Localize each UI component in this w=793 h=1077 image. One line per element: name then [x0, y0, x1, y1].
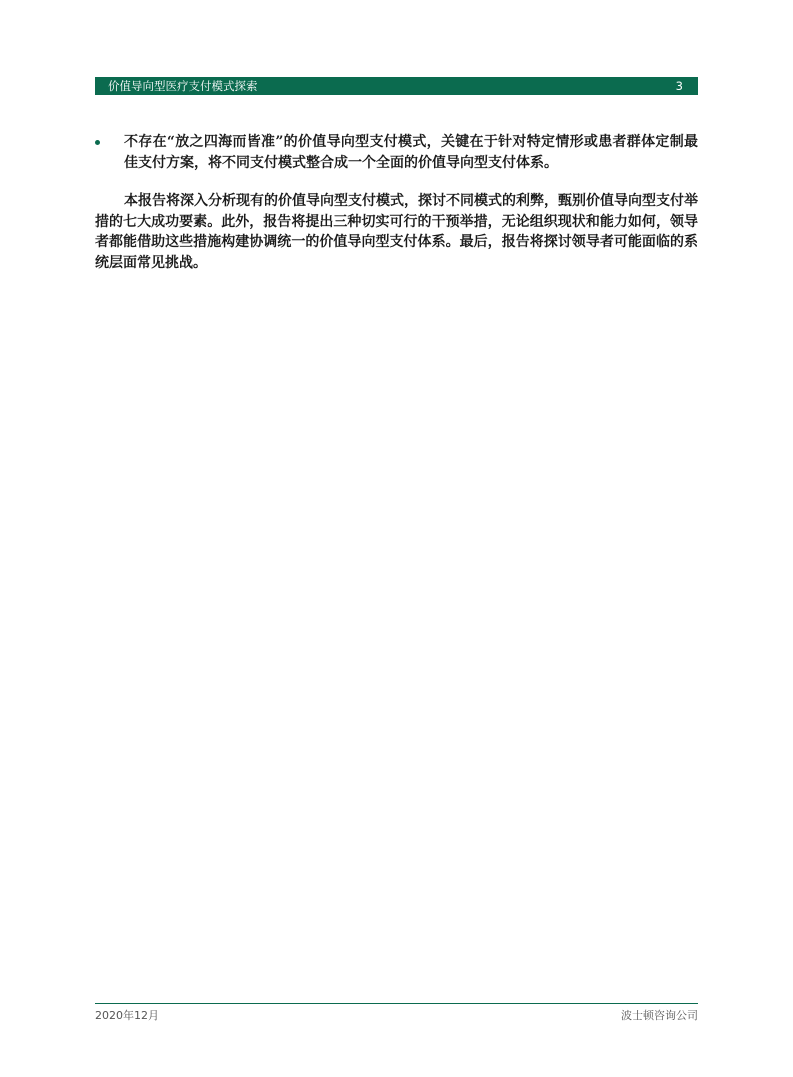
bullet-item	[95, 132, 698, 173]
body-paragraph: 本报告将深入分析现有的价值导向型支付模式，探讨不同模式的利弊，甄别价值导向型支付举措的七大成功要素。此外，报告将提出三种切实可行的干预举措，无论组织现状和能力如何，领导者都能借助这些措施构建协调统一的价值导向型支付体系。最后，报告将探讨领导者可能面临的系统层面常见挑战。	[95, 193, 698, 271]
header-bar	[95, 77, 698, 95]
footer-company: 波士顿咨询公司	[621, 1009, 698, 1022]
footer-date: 2020年12月	[95, 1009, 159, 1022]
bullet-text: 不存在“放之四海而皆准”的价值导向型支付模式，关键在于针对特定情形或患者群体定制最佳支付方案，将不同支付模式整合成一个全面的价值导向型支付体系。	[124, 134, 698, 171]
main-content	[95, 132, 698, 273]
page-number: 3	[675, 79, 683, 93]
document-title: 价值导向型医疗支付模式探索	[108, 79, 258, 93]
footer-divider	[95, 1003, 698, 1004]
bullet-icon	[95, 140, 100, 145]
